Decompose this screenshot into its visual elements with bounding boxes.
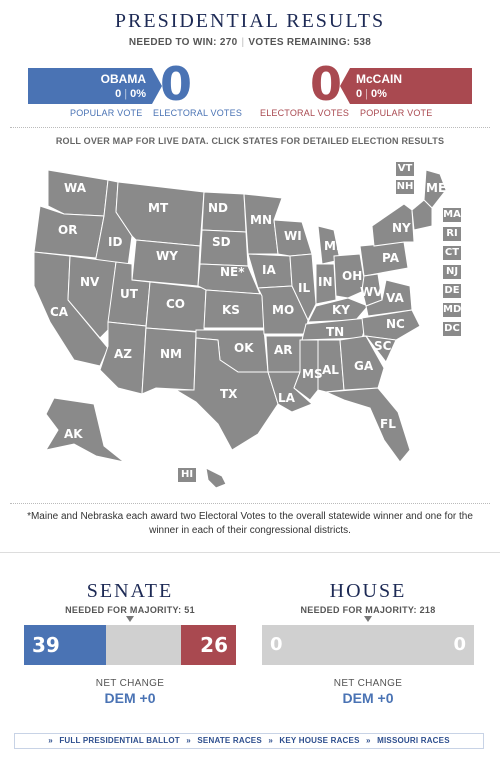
state-label-la: LA xyxy=(278,391,295,405)
state-label-nv: NV xyxy=(80,275,100,289)
state-label-mo: MO xyxy=(272,303,295,317)
state-box-nh[interactable]: NH xyxy=(396,181,414,192)
house-net-change-value: DEM +0 xyxy=(342,690,394,706)
footnote: *Maine and Nebraska each award two Electoral Votes to the overall statewide winner and one for the winner in each of their congressional districts. xyxy=(27,511,473,536)
state-label-wa: WA xyxy=(64,181,86,195)
obama-popular-caption: POPULAR VOTE xyxy=(70,108,143,118)
link-full-presidential-ballot[interactable]: FULL PRESIDENTIAL BALLOT xyxy=(59,736,180,745)
obama-popular-count: 0 xyxy=(115,88,122,100)
state-label-ut: UT xyxy=(120,287,138,301)
state-label-ga: GA xyxy=(354,359,374,373)
state-box-nj[interactable]: NJ xyxy=(443,265,461,279)
state-label-il: IL xyxy=(298,281,311,295)
senate-needed: NEEDED FOR MAJORITY: 51 xyxy=(65,605,195,615)
separator: » xyxy=(268,736,273,745)
house-dem-seats: 0 xyxy=(270,634,283,655)
state-label-mi: MI xyxy=(324,239,341,253)
divider xyxy=(0,552,500,553)
state-label-or: OR xyxy=(58,223,78,237)
state-label-pa: PA xyxy=(382,251,399,265)
state-box-md[interactable]: MD xyxy=(443,304,462,315)
state-label-co: CO xyxy=(166,297,186,311)
state-label-wv: WV xyxy=(360,285,383,299)
mccain-popular xyxy=(356,88,387,100)
link-key-house-races[interactable]: KEY HOUSE RACES xyxy=(279,736,360,745)
state-label-fl: FL xyxy=(380,417,396,431)
state-label-ca: CA xyxy=(50,305,69,319)
mccain-banner xyxy=(350,68,472,104)
senate-net-change-value: DEM +0 xyxy=(104,690,156,706)
senate-title: SENATE xyxy=(86,580,174,602)
state-nm[interactable] xyxy=(142,328,196,394)
senate-rep-seats: 26 xyxy=(181,625,236,665)
related-links xyxy=(14,733,484,749)
state-label-me: ME xyxy=(426,181,447,195)
race-summary xyxy=(0,37,500,48)
state-wy[interactable] xyxy=(132,240,200,286)
votes-remaining: VOTES REMAINING: 538 xyxy=(248,37,372,48)
state-ak[interactable] xyxy=(46,398,124,462)
state-fl[interactable] xyxy=(326,388,410,462)
state-label-ks: KS xyxy=(222,303,240,317)
state-box-dc[interactable]: DC xyxy=(444,323,460,334)
state-label-ny: NY xyxy=(392,221,411,235)
house-needed: NEEDED FOR MAJORITY: 218 xyxy=(300,605,436,615)
separator: » xyxy=(48,736,53,745)
state-label-wy: WY xyxy=(156,249,178,263)
state-label-sd: SD xyxy=(212,235,231,249)
mccain-popular-caption: POPULAR VOTE xyxy=(360,108,433,118)
state-box-ma[interactable]: MA xyxy=(443,209,461,220)
obama-banner xyxy=(28,68,152,104)
mccain-popular-count: 0 xyxy=(356,88,363,100)
state-new-england[interactable] xyxy=(412,200,432,230)
separator: » xyxy=(186,736,191,745)
house-rep-seats: 0 xyxy=(453,634,466,655)
obama-popular xyxy=(115,88,146,100)
state-label-in: IN xyxy=(318,275,333,289)
page-title: PRESIDENTIAL RESULTS xyxy=(114,10,386,32)
state-label-sc: SC xyxy=(374,339,392,353)
divider: | xyxy=(365,88,368,100)
obama-name: OBAMA xyxy=(100,72,146,86)
state-label-ia: IA xyxy=(262,263,276,277)
senate-bar xyxy=(24,625,236,665)
state-box-vt[interactable]: VT xyxy=(397,163,413,174)
house-net-change-label: NET CHANGE xyxy=(333,678,403,689)
divider xyxy=(10,503,490,504)
mccain-electoral-count: 0 xyxy=(310,57,343,111)
state-label-ky: KY xyxy=(332,303,350,317)
mccain-electoral-caption: ELECTORAL VOTES xyxy=(260,108,350,118)
state-label-tn: TN xyxy=(326,325,345,339)
state-box-hi[interactable]: HI xyxy=(178,468,196,482)
senate-dem-seats: 39 xyxy=(24,625,106,665)
obama-electoral-count: 0 xyxy=(160,57,193,111)
state-hi[interactable] xyxy=(206,468,226,488)
map-instruction: ROLL OVER MAP FOR LIVE DATA. CLICK STATES FOR DETAILED ELECTION RESULTS xyxy=(55,136,445,146)
senate-net-change-label: NET CHANGE xyxy=(95,678,165,689)
state-label-mt: MT xyxy=(148,201,169,215)
state-label-va: VA xyxy=(386,291,404,305)
obama-electoral-caption: ELECTORAL VOTES xyxy=(153,108,243,118)
state-box-de[interactable]: DE xyxy=(444,285,460,296)
state-label-wi: WI xyxy=(284,229,302,243)
house-majority-marker xyxy=(364,616,372,622)
state-box-ct[interactable]: CT xyxy=(444,247,460,258)
state-label-mn: MN xyxy=(250,213,272,227)
state-label-al: AL xyxy=(322,363,339,377)
state-label-nd: ND xyxy=(208,201,229,215)
obama-popular-pct: 0% xyxy=(130,88,146,100)
needed-to-win: NEEDED TO WIN: 270 xyxy=(128,37,238,48)
state-label-ar: AR xyxy=(274,343,293,357)
state-label-az: AZ xyxy=(114,347,132,361)
state-label-tx: TX xyxy=(220,387,238,401)
divider: | xyxy=(241,37,245,48)
link-senate-races[interactable]: SENATE RACES xyxy=(197,736,262,745)
mccain-popular-pct: 0% xyxy=(370,88,387,100)
state-label-nm: NM xyxy=(160,347,182,361)
state-label-ms: MS xyxy=(302,367,323,381)
state-box-ri[interactable]: RI xyxy=(443,227,461,241)
mccain-name: McCAIN xyxy=(356,72,403,86)
state-label-id: ID xyxy=(108,235,123,249)
state-label-ne: NE* xyxy=(220,265,245,279)
house-title: HOUSE xyxy=(329,580,407,602)
senate-majority-marker xyxy=(126,616,134,622)
house-bar xyxy=(262,625,474,665)
divider xyxy=(10,127,490,128)
state-label-nc: NC xyxy=(386,317,405,331)
state-label-oh: OH xyxy=(342,269,363,283)
link-missouri-races[interactable]: MISSOURI RACES xyxy=(377,736,450,745)
state-label-ak: AK xyxy=(64,427,83,441)
divider: | xyxy=(124,88,128,100)
separator: » xyxy=(366,736,371,745)
state-label-ok: OK xyxy=(234,341,254,355)
us-electoral-map[interactable] xyxy=(0,150,500,500)
